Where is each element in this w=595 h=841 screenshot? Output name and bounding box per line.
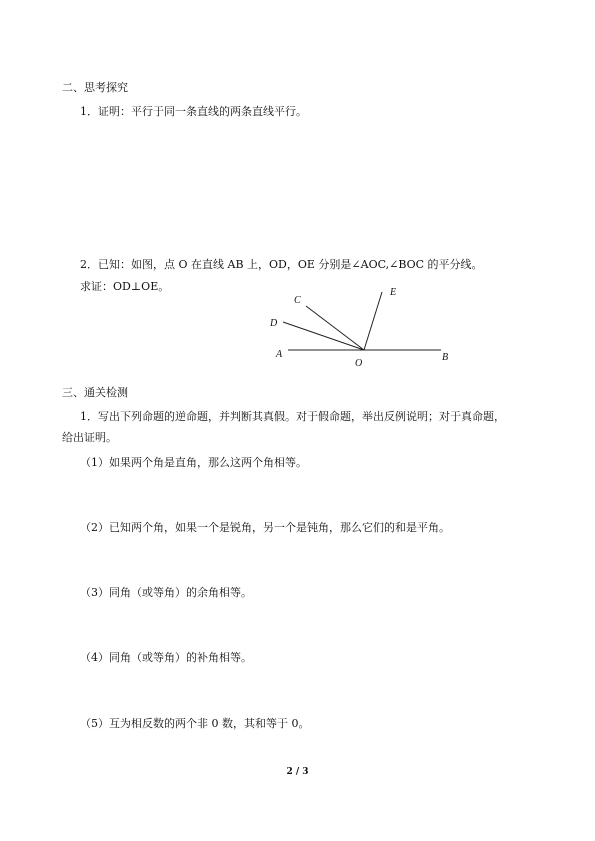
label-D: D — [270, 318, 278, 329]
section-2-heading: 二、思考探究 — [62, 81, 128, 94]
item-1: （1）如果两个角是直角，那么这两个角相等。 — [80, 456, 307, 469]
label-B: B — [442, 352, 449, 363]
label-O: O — [355, 358, 363, 369]
item-3: （3）同角（或等角）的余角相等。 — [80, 586, 252, 599]
question-2-2-prove: 求证：OD⊥OE。 — [80, 280, 170, 293]
item-4: （4）同角（或等角）的补角相等。 — [80, 651, 252, 664]
item-2: （2）已知两个角，如果一个是锐角，另一个是钝角，那么它们的和是平角。 — [80, 521, 450, 534]
label-E: E — [390, 287, 397, 298]
question-2-2: 2．已知：如图，点 O 在直线 AB 上，OD，OE 分别是∠AOC,∠BOC 的平分线。 — [80, 258, 483, 271]
question-2-1: 1．证明：平行于同一条直线的两条直线平行。 — [80, 105, 307, 118]
label-A: A — [276, 349, 283, 360]
question-3-1-line2: 给出证明。 — [62, 431, 117, 444]
question-3-1-line1: 1．写出下列命题的逆命题，并判断其真假。对于假命题，举出反例说明；对于真命题， — [80, 410, 505, 423]
ray-OC — [306, 306, 364, 350]
item-5: （5）互为相反数的两个非 0 数，其和等于 0。 — [80, 717, 310, 730]
page-number: 2 / 3 — [286, 767, 309, 777]
ray-OD — [283, 322, 364, 350]
section-3-heading: 三、通关检测 — [62, 386, 128, 399]
ray-OE — [364, 292, 382, 350]
label-C: C — [294, 295, 301, 306]
